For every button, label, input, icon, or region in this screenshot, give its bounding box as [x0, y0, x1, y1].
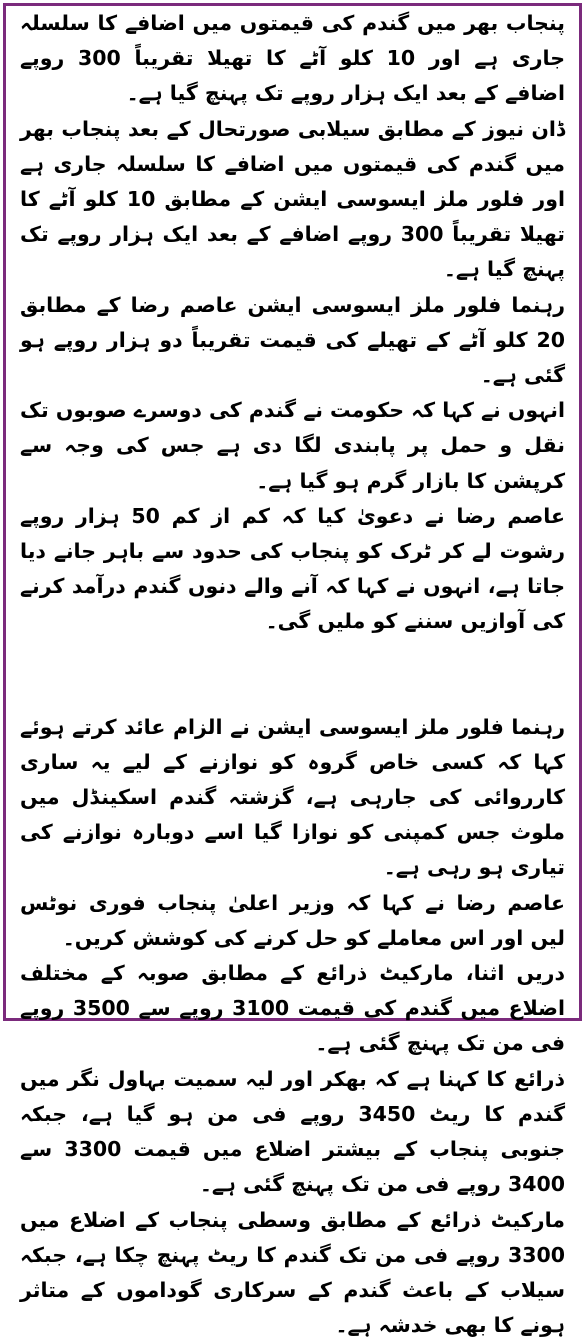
article-body — [6, 6, 579, 1343]
paragraph-favoritism-allegation: رہنما فلور ملز ایسوسی ایشن نے الزام عائد کرتے ہوئے کہا کہ کسی خاص گروہ کو نوازنے کے لیے یہ ساری کارروائی کی جارہی ہے، گزشتہ گندم اسکینڈل میں ملوث جس کمپنی کو نوازا گیا اسے دوبارہ نوازنے کی تیاری ہو رہی ہے۔ — [20, 710, 565, 886]
paragraph-transport-ban: انہوں نے کہا کہ حکومت نے گندم کی دوسرے صوبوں تک نقل و حمل پر پابندی لگا دی ہے جس کی وجہ سے کرپشن کا بازار گرم ہو گیا ہے۔ — [20, 393, 565, 499]
paragraph-20kg-bag-price: رہنما فلور ملز ایسوسی ایشن عاصم رضا کے مطابق 20 کلو آٹے کے تھیلے کی قیمت تقریباً دو ہزار روپے ہو گئی ہے۔ — [20, 288, 565, 394]
paragraph-price-increase: پنجاب بھر میں گندم کی قیمتوں میں اضافے کا سلسلہ جاری ہے اور 10 کلو آٹے کا تھیلا تقریباً 300 روپے اضافے کے بعد ایک ہزار روپے تک پہنچ گیا ہے۔ — [20, 6, 565, 112]
paragraph-dawn-news-report: ڈان نیوز کے مطابق سیلابی صورتحال کے بعد پنجاب بھر میں گندم کی قیمتوں میں اضافے کا سلسلہ جاری ہے اور فلور ملز ایسوسی ایشن کے مطابق 10 کلو آٹے کا تھیلا تقریباً 300 روپے اضافے کے بعد ایک ہزار روپے تک پہنچ گیا ہے۔ — [20, 112, 565, 288]
paragraph-bribery-claim: عاصم رضا نے دعویٰ کیا کہ کم از کم 50 ہزار روپے رشوت لے کر ٹرک کو پنجاب کی حدود سے باہر جانے دیا جاتا ہے، انہوں نے کہا کہ آنے والے دنوں گندم درآمد کرنے کی آوازیں سننے کو ملیں گی۔ — [20, 499, 565, 640]
paragraph-central-punjab-rates: مارکیٹ ذرائع کے مطابق وسطی پنجاب کے اضلاع میں 3300 روپے فی من تک گندم کا ریٹ پہنچ چکا ہے، جبکہ سیلاب کے باعث گندم کے سرکاری گوداموں کے متاثر ہونے کا بھی خدشہ ہے۔ — [20, 1203, 565, 1343]
article-frame — [3, 3, 582, 1021]
paragraph-spacer — [20, 640, 565, 710]
paragraph-bhakkar-layyah-rates: ذرائع کا کہنا ہے کہ بھکر اور لیہ سمیت بہاول نگر میں گندم کا ریٹ 3450 روپے فی من ہو گیا ہے، جبکہ جنوبی پنجاب کے بیشتر اضلاع میں قیمت 3300 سے 3400 روپے فی من تک پہنچ گئی ہے۔ — [20, 1062, 565, 1203]
paragraph-district-prices: دریں اثنا، مارکیٹ ذرائع کے مطابق صوبہ کے مختلف اضلاع میں گندم کی قیمت 3100 روپے سے 3500 روپے فی من تک پہنچ گئی ہے۔ — [20, 956, 565, 1062]
paragraph-chief-minister-appeal: عاصم رضا نے کہا کہ وزیر اعلیٰ پنجاب فوری نوٹس لیں اور اس معاملے کو حل کرنے کی کوشش کریں۔ — [20, 886, 565, 956]
